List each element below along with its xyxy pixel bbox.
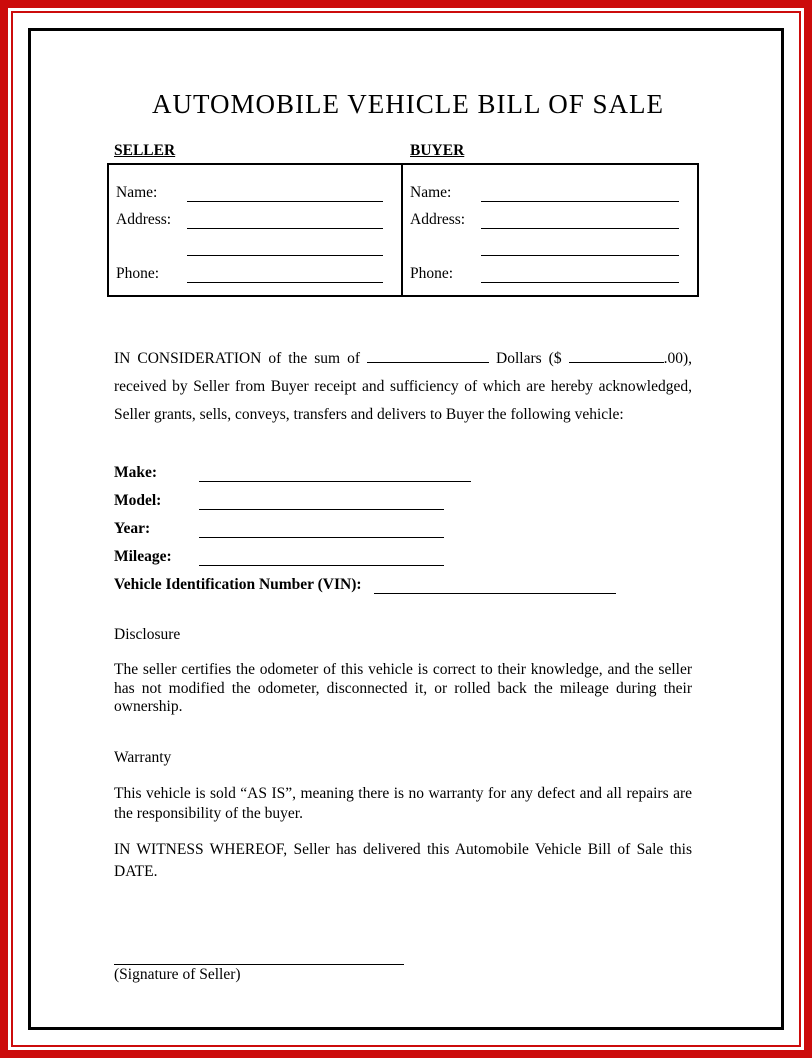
seller-address-line-1 xyxy=(187,213,383,230)
year-row xyxy=(114,521,709,538)
warranty-paragraph: This vehicle is sold “AS IS”, meaning there is no warranty for any defect and all repairs are the responsibility of the buyer. xyxy=(114,784,692,822)
model-label: Model: xyxy=(114,492,162,509)
seller-signature-line xyxy=(114,949,404,966)
disclosure-paragraph: The seller certifies the odometer of this vehicle is correct to their knowledge, and the seller has not modified the odometer, disconnected it, or rolled back the mileage during their ownership. xyxy=(114,661,692,715)
black-page-border xyxy=(28,28,784,1030)
buyer-name-label: Name: xyxy=(410,184,452,201)
seller-phone-line xyxy=(187,267,383,284)
year-line xyxy=(199,522,444,539)
vin-row xyxy=(114,577,709,594)
witness-paragraph: IN WITNESS WHEREOF, Seller has delivered this Automobile Vehicle Bill of Sale this DATE. xyxy=(114,840,692,880)
buyer-address-line-2 xyxy=(481,240,679,257)
parties-table xyxy=(107,163,699,297)
buyer-address-label: Address: xyxy=(410,211,466,228)
seller-phone-row xyxy=(116,256,391,283)
mileage-line xyxy=(199,550,444,567)
dollar-amount-line xyxy=(569,348,664,363)
model-row xyxy=(114,493,709,510)
vehicle-fields-section xyxy=(107,465,709,594)
buyer-phone-row xyxy=(410,256,687,283)
make-row xyxy=(114,465,709,482)
buyer-address-line-1 xyxy=(481,213,679,230)
consideration-text-3: .00), received by Seller from Buyer receipt and sufficiency of which are hereby acknowledged, Seller grants, sells, conveys, transfers and delivers to Buyer the following vehicle: xyxy=(114,350,693,423)
model-line xyxy=(199,494,444,511)
buyer-phone-label: Phone: xyxy=(410,265,454,282)
seller-phone-label: Phone: xyxy=(116,265,160,282)
document-title: AUTOMOBILE VEHICLE BILL OF SALE xyxy=(152,89,664,119)
buyer-info-cell xyxy=(403,165,697,295)
buyer-header: BUYER xyxy=(410,142,465,159)
buyer-address-row xyxy=(410,202,687,229)
mileage-row xyxy=(114,549,709,566)
vin-label: Vehicle Identification Number (VIN): xyxy=(114,576,362,593)
consideration-text-1: IN CONSIDERATION of the sum of xyxy=(114,350,360,367)
consideration-text-2: Dollars ($ xyxy=(496,350,562,367)
seller-address-row xyxy=(116,202,391,229)
signature-block xyxy=(114,949,709,985)
seller-name-line xyxy=(187,186,383,203)
year-label: Year: xyxy=(114,520,151,537)
sum-amount-line xyxy=(367,348,489,363)
seller-header: SELLER xyxy=(114,142,176,159)
vin-line xyxy=(374,578,616,595)
seller-address-line-2 xyxy=(187,240,383,257)
party-headers-row xyxy=(107,142,699,160)
seller-name-row xyxy=(116,175,391,202)
buyer-name-line xyxy=(481,186,679,203)
bill-of-sale-document xyxy=(31,89,781,1030)
buyer-address-row-2 xyxy=(410,229,687,256)
warranty-heading: Warranty xyxy=(114,748,172,766)
buyer-phone-line xyxy=(481,267,679,284)
make-label: Make: xyxy=(114,464,158,481)
inner-red-border xyxy=(11,11,801,1047)
seller-name-label: Name: xyxy=(116,184,158,201)
seller-address-row-2 xyxy=(116,229,391,256)
disclosure-heading: Disclosure xyxy=(114,626,181,643)
make-line xyxy=(199,466,471,483)
mileage-label: Mileage: xyxy=(114,548,172,565)
seller-info-cell xyxy=(109,165,403,295)
seller-address-label: Address: xyxy=(116,211,172,228)
buyer-name-row xyxy=(410,175,687,202)
consideration-paragraph xyxy=(114,345,692,429)
signature-caption: (Signature of Seller) xyxy=(114,966,241,983)
